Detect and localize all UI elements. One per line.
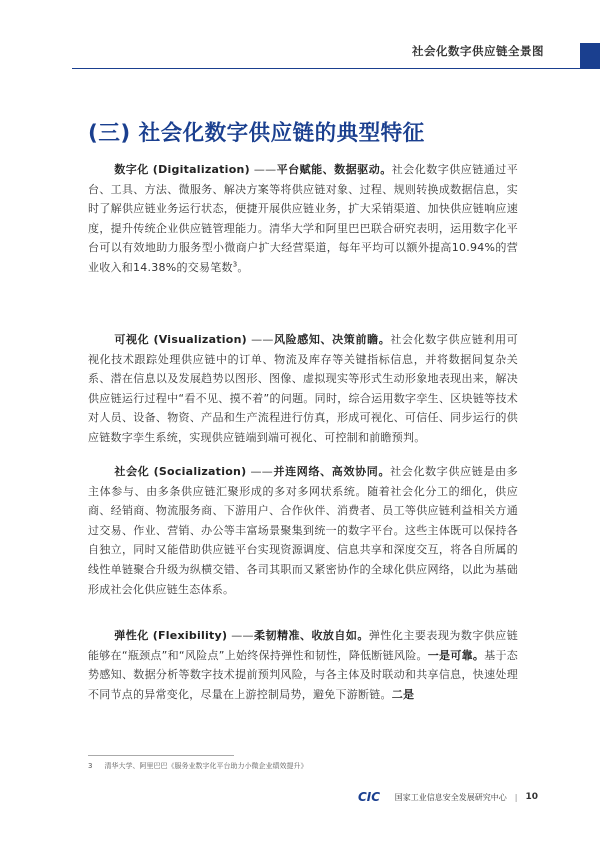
term-en: (Digitalization) — [152, 163, 250, 176]
lead: 平台赋能、数据驱动。 — [276, 163, 392, 176]
body: 社会化数字供应链通过平台、工具、方法、微服务、解决方案等将供应链对象、过程、规则转换成数据信息，实时了解供应链业务运行状态，便捷开展供应链业务，扩大采销渠道、加快供应链响应速度，提升传统企业供应链管理能力。清华大学和阿里巴巴联合研究表明，运用数字化平台可以有效地助力服务型小微商户扩大经营渠道，每年平均可以额外提高10.94%的营业收入和14.38%的交易笔数 — [88, 163, 519, 274]
page-number: 10 — [525, 792, 538, 802]
footnote-text: 清华大学、阿里巴巴《服务业数字化平台助力小微企业绩效提升》 — [104, 762, 308, 770]
body-continued: 基于态势感知、数据分析等数字技术提前预判风险，与各主体及时联动和共享信息，快速处理不同节点的异常变化，尽量在上游控制局势，避免下游断链。 — [88, 648, 518, 701]
paragraph-socialization — [88, 462, 518, 599]
tail: 。 — [237, 260, 249, 274]
section-title: (三) 社会化数字供应链的典型特征 — [88, 121, 425, 146]
term: 可视化 — [114, 333, 150, 346]
paragraph-flexibility — [88, 626, 518, 704]
page-footer — [358, 790, 538, 804]
header-accent-tab — [580, 43, 600, 69]
term-en: (Flexibility) — [152, 629, 228, 642]
term: 数字化 — [114, 163, 149, 176]
term: 弹性化 — [114, 629, 149, 642]
footer-org: 国家工业信息安全发展研究中心 — [394, 792, 507, 802]
term: 社会化 — [114, 465, 150, 478]
dash: —— — [250, 465, 274, 478]
lead: 柔韧精准、收放自如。 — [253, 629, 369, 642]
body: 社会化数字供应链是由多主体参与、由多条供应链汇聚形成的多对多网状系统。随着社会化分工的细化，供应商、经销商、物流服务商、下游用户、合作伙伴、消费者、员工等供应链利益相关方通过交易、作业、营销、办公等丰富场景聚集到统一的数字平台。这些主体既可以保持各自独立，同时又能借助供应链平台实现资源调度、信息共享和深度交互，将各自所属的线性单链聚合升级为纵横交错、各司其职而又紧密协作的全球化供应网络，以此为基础形成社会化供应链生态体系。 — [88, 465, 519, 596]
cic-logo-icon — [358, 790, 388, 804]
term-en: (Visualization) — [153, 333, 247, 346]
lead: 风险感知、决策前瞻。 — [273, 333, 391, 346]
footnote-number: 3 — [88, 762, 93, 770]
lead: 并连网络、高效协同。 — [273, 465, 391, 478]
footnote-rule — [88, 755, 234, 756]
header-title: 社会化数字供应链全景图 — [412, 44, 544, 58]
dash: —— — [251, 333, 274, 346]
paragraph-visualization — [88, 330, 518, 448]
dash: —— — [231, 629, 254, 642]
term-en: (Socialization) — [153, 465, 247, 478]
header-rule — [72, 68, 600, 69]
bold-phrase-two: 二是 — [391, 687, 415, 701]
footnote — [88, 761, 307, 771]
body: 社会化数字供应链利用可视化技术跟踪处理供应链中的订单、物流及库存等关键指标信息，并将数据间复杂关系、潜在信息以及发展趋势以图形、图像、虚拟现实等形式生动形象地表现出来，解决供应链运行过程中“看不见、摸不着”的问题。同时，综合运用数字孪生、区块链等技术对人员、设备、物资、产品和生产流程进行仿真，形成可视化、可信任、同步运行的供应链数字孪生系统，实现供应链端到端可视化、可控制和前瞻预判。 — [88, 333, 519, 444]
body: 弹性化主要表现为数字供应链能够在“瓶颈点”和“风险点”上始终保持弹性和韧性，降低断链风险。 — [88, 629, 519, 662]
svg-text:CIC: CIC — [357, 790, 380, 802]
footnote-ref: 3 — [232, 260, 238, 269]
paragraph-digitalization — [88, 160, 518, 278]
bold-phrase-one: 一是可靠。 — [427, 648, 485, 662]
dash: —— — [253, 163, 277, 176]
footer-separator: | — [514, 792, 518, 802]
